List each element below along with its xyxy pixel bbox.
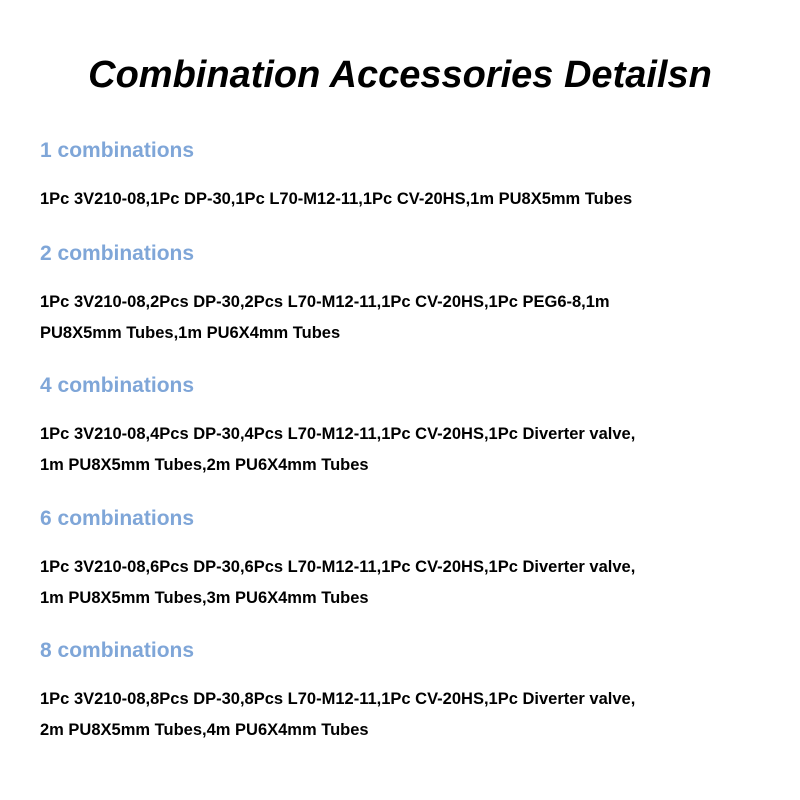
details-line: 1m PU8X5mm Tubes,2m PU6X4mm Tubes [40, 456, 369, 474]
details-line: 1m PU8X5mm Tubes,3m PU6X4mm Tubes [40, 589, 369, 607]
combination-section-8 [40, 638, 780, 746]
section-heading: 2 combinations [40, 242, 195, 265]
section-heading: 6 combinations [40, 507, 195, 530]
details-line: 1Pc 3V210-08,6Pcs DP-30,6Pcs L70-M12-11,1Pc CV-20HS,1Pc Diverter valve, [40, 558, 636, 576]
section-details [40, 419, 780, 481]
section-details [40, 552, 780, 614]
details-line: 1Pc 3V210-08,1Pc DP-30,1Pc L70-M12-11,1Pc CV-20HS,1m PU8X5mm Tubes [40, 190, 633, 208]
page-title: Combination Accessories Detailsn [88, 54, 712, 96]
combination-section-2 [40, 241, 780, 349]
details-line: PU8X5mm Tubes,1m PU6X4mm Tubes [40, 324, 341, 342]
details-line: 1Pc 3V210-08,8Pcs DP-30,8Pcs L70-M12-11,1Pc CV-20HS,1Pc Diverter valve, [40, 690, 636, 708]
combination-section-1 [40, 138, 780, 215]
section-heading: 4 combinations [40, 374, 195, 397]
section-heading: 8 combinations [40, 639, 195, 662]
section-heading: 1 combinations [40, 139, 195, 162]
details-line: 1Pc 3V210-08,4Pcs DP-30,4Pcs L70-M12-11,1Pc CV-20HS,1Pc Diverter valve, [40, 425, 636, 443]
details-line: 2m PU8X5mm Tubes,4m PU6X4mm Tubes [40, 721, 369, 739]
section-details [40, 287, 780, 349]
combination-section-4 [40, 373, 780, 481]
section-details [40, 184, 780, 215]
section-details [40, 684, 780, 746]
details-line: 1Pc 3V210-08,2Pcs DP-30,2Pcs L70-M12-11,1Pc CV-20HS,1Pc PEG6-8,1m [40, 293, 610, 311]
combination-section-6 [40, 506, 780, 614]
